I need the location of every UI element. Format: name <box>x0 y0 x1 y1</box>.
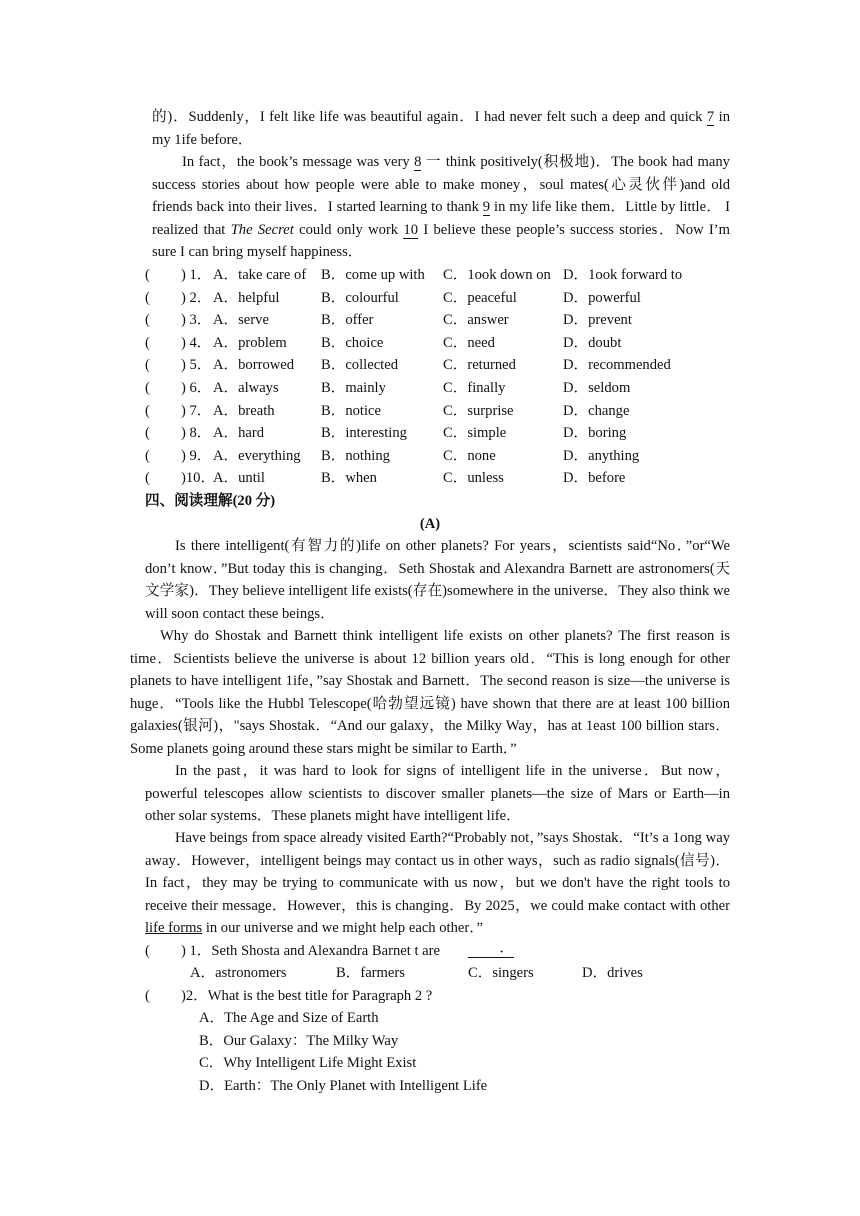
option-d[interactable]: D．boring <box>563 425 627 442</box>
option-a[interactable]: A．take care of <box>213 267 307 283</box>
paragraph-text: 一 think positively(积极地)．The book had many success stories about how people were able to make money，soul mates(心灵伙伴)and old friends back into their lives．I started learning to thank <box>152 154 730 216</box>
question-number: ) 7． <box>181 402 212 419</box>
section-title: 四、阅读理解(20 分) <box>145 493 276 509</box>
option-c[interactable]: C．singers <box>468 965 534 981</box>
blank-10: 10 <box>403 221 419 238</box>
reading-question-2-option-c[interactable]: C．Why Intelligent Life Might Exist <box>199 1055 417 1071</box>
question-stem: ) 1．Seth Shosta and Alexandra Barnet t are <box>181 943 440 959</box>
paragraph-text: could only work <box>299 221 399 238</box>
passage-label: (A) <box>419 516 441 532</box>
answer-paren[interactable]: ( <box>145 425 150 442</box>
question-number: ) 1． <box>181 267 212 283</box>
underlined-phrase: life forms <box>145 920 203 937</box>
option-c[interactable]: C．unless <box>443 470 504 487</box>
option-d[interactable]: D．anything <box>563 447 640 464</box>
option-a[interactable]: A．serve <box>213 312 269 329</box>
answer-paren[interactable]: ( <box>145 334 150 351</box>
answer-paren[interactable]: ( <box>145 357 150 374</box>
paragraph-text: in my life like them．Little by little． I realized that <box>152 199 730 238</box>
option-a[interactable]: A．helpful <box>213 289 280 306</box>
option-d[interactable]: D．recommended <box>563 357 671 374</box>
option-c[interactable]: C．finally <box>443 380 506 396</box>
option-a[interactable]: A．problem <box>213 334 287 351</box>
option-c[interactable]: C．1ook down on <box>443 267 551 283</box>
option-b[interactable]: B．notice <box>321 402 381 419</box>
answer-paren[interactable]: ( <box>145 943 150 959</box>
option-d[interactable]: D．powerful <box>563 289 641 306</box>
answer-paren[interactable]: ( <box>145 402 150 419</box>
reading-question-2-option-d[interactable]: D．Earth：The Only Planet with Intelligent Life <box>199 1078 488 1094</box>
option-c[interactable]: C．none <box>443 447 496 464</box>
option-d[interactable]: D．change <box>563 402 630 419</box>
book-title: The Secret <box>230 221 294 238</box>
answer-paren[interactable]: ( <box>145 988 150 1004</box>
question-number: ) 2． <box>181 289 212 306</box>
reading-question-2-option-a[interactable]: A．The Age and Size of Earth <box>199 1010 379 1026</box>
option-d[interactable]: D．doubt <box>563 334 622 351</box>
question-number: ) 5． <box>181 357 212 374</box>
option-b[interactable]: B．come up with <box>321 267 425 283</box>
answer-paren[interactable]: ( <box>145 289 150 306</box>
answer-paren[interactable]: ( <box>145 380 150 396</box>
option-a[interactable]: A．everything <box>213 447 301 464</box>
question-number: ) 9． <box>181 447 212 464</box>
option-b[interactable]: B．mainly <box>321 380 386 396</box>
paragraph-text: I believe these people’s success stories．Now I’m sure I can bring myself happiness． <box>152 221 730 261</box>
option-c[interactable]: C．returned <box>443 357 516 374</box>
paragraph-text: In fact，the book’s message was very <box>182 154 410 170</box>
paragraph-text: Have beings from space already visited Earth?“Probably not，”says Shostak．“It’s a 1ong way away．However，intelligent beings may contact us in other ways，such as radio signals(信号)．In fact，they may be trying to communicate with us now，but we don't have the right tools to receive their message．However，this is changing．By 2025，we could make contact with other <box>145 830 730 914</box>
option-a[interactable]: A．until <box>213 470 265 487</box>
option-d[interactable]: D．prevent <box>563 312 632 329</box>
paragraph-text: in our universe and we might help each other．” <box>205 920 483 937</box>
question-number: ) 6． <box>181 380 212 396</box>
answer-paren[interactable]: ( <box>145 312 150 329</box>
option-c[interactable]: C．need <box>443 334 495 351</box>
option-d[interactable]: D．seldom <box>563 380 631 396</box>
option-c[interactable]: C．peaceful <box>443 289 517 306</box>
option-c[interactable]: C．surprise <box>443 402 514 419</box>
option-b[interactable]: B．farmers <box>336 965 405 981</box>
blank-7: 7 <box>706 109 715 125</box>
reading-paragraph-4 <box>145 827 730 940</box>
answer-paren[interactable]: ( <box>145 267 150 283</box>
option-a[interactable]: A．breath <box>213 402 275 419</box>
answer-paren[interactable]: ( <box>145 470 150 487</box>
paragraph-text: in my 1ife before． <box>152 109 730 148</box>
option-c[interactable]: C．simple <box>443 425 507 442</box>
option-b[interactable]: B．when <box>321 470 377 487</box>
option-b[interactable]: B．nothing <box>321 447 390 464</box>
reading-question-2-option-b[interactable]: B．Our Galaxy：The Milky Way <box>199 1033 399 1049</box>
reading-paragraph-2: Why do Shostak and Barnett think intelligent life exists on other planets? The first reason is time．Scientists believe the universe is about 12 billion years old．“This is long enough for other planets to have intelligent 1ife，”say Shostak and Barnett．The second reason is size—the universe is huge．“Tools like the Hubbl Telescope(哈勃望远镜) have shown that there are at least 100 billion galaxies(银河)，"says Shostak．“And our galaxy，the Milky Way，has at 1east 100 billion stars．Some planets going around these stars might be similar to Earth．” <box>130 628 730 757</box>
option-d[interactable]: D．before <box>563 470 626 487</box>
question-number: )10． <box>181 470 216 487</box>
option-b[interactable]: B．interesting <box>321 425 407 442</box>
question-number: ) 3． <box>181 312 212 329</box>
cloze-paragraph-1 <box>152 106 730 151</box>
option-b[interactable]: B．offer <box>321 312 374 329</box>
option-b[interactable]: B．colourful <box>321 289 399 306</box>
option-d[interactable]: D．drives <box>582 965 643 981</box>
question-number: ) 8． <box>181 425 212 442</box>
option-a[interactable]: A．borrowed <box>213 357 295 374</box>
option-b[interactable]: B．choice <box>321 334 384 351</box>
blank-8: 8 <box>414 154 422 170</box>
option-d[interactable]: D．1ook forward to <box>563 267 683 283</box>
option-a[interactable]: A．astronomers <box>190 965 287 981</box>
option-a[interactable]: A．always <box>213 380 279 396</box>
answer-blank: ． <box>468 940 514 958</box>
option-b[interactable]: B．collected <box>321 357 398 374</box>
reading-paragraph-1: Is there intelligent(有智力的)life on other planets? For years，scientists said“No．”or“We don’t know．”But today this is changing．Seth Shostak and Alexandra Barnett are astronomers(天文学家)．They believe intelligent life exists(存在)somewhere in the universe．They also think we will soon contact these beings． <box>145 538 730 622</box>
option-a[interactable]: A．hard <box>213 425 265 442</box>
option-c[interactable]: C．answer <box>443 312 509 329</box>
cloze-paragraph-2 <box>152 151 730 264</box>
question-stem: )2．What is the best title for Paragraph 2 ? <box>181 988 433 1004</box>
reading-paragraph-3: In the past，it was hard to look for signs of intelligent life in the universe．But now，powerful telescopes allow scientists to discover smaller planets—the size of Mars or Earth—in other solar systems．These planets might have intelligent life． <box>145 763 730 825</box>
blank-9: 9 <box>482 199 491 216</box>
answer-paren[interactable]: ( <box>145 447 150 464</box>
paragraph-text: 的)．Suddenly，I felt like life was beautiful again．I had never felt such a deep and quick <box>152 109 703 125</box>
question-number: ) 4． <box>181 334 212 351</box>
